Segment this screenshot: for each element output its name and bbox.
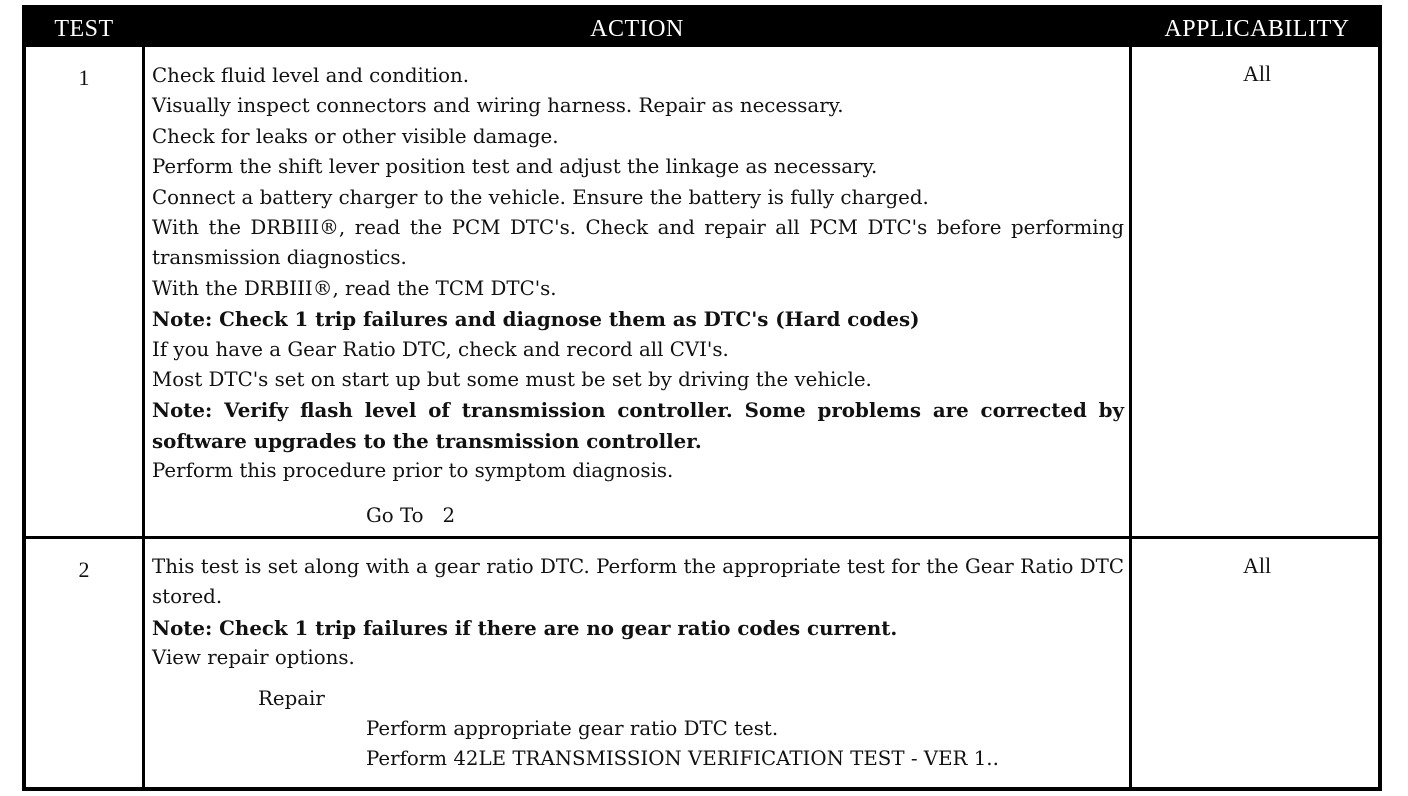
action-cell: [152, 61, 1124, 531]
header-action: ACTION: [590, 16, 684, 42]
repair-item: Perform appropriate gear ratio DTC test.: [366, 717, 779, 741]
action-line: Connect a battery charger to the vehicle. Ensure the battery is fully charged.: [152, 185, 929, 209]
column-divider: [142, 47, 145, 787]
goto-target: 2: [442, 503, 456, 527]
note-line: Note: Check 1 trip failures if there are no gear ratio codes current.: [152, 615, 898, 640]
action-line: If you have a Gear Ratio DTC, check and record all CVI's.: [152, 337, 729, 361]
table-header: [26, 9, 1378, 47]
diagnostic-test-table: [22, 5, 1382, 791]
action-line: With the DRBIII®, read the TCM DTC's.: [152, 276, 557, 300]
test-number: 1: [78, 65, 90, 90]
note-line: Note: Verify flash level of transmission controller. Some problems are corrected by software upgrades to the transmission controller.: [152, 398, 1124, 453]
action-line: Perform this procedure prior to symptom diagnosis.: [152, 459, 674, 483]
action-line: Check for leaks or other visible damage.: [152, 124, 559, 148]
action-line: Visually inspect connectors and wiring harness. Repair as necessary.: [152, 94, 844, 118]
action-cell: [152, 552, 1124, 775]
action-line: Check fluid level and condition.: [152, 64, 470, 87]
repair-label: Repair: [258, 686, 325, 710]
applicability-value: All: [1242, 553, 1272, 578]
goto-instruction: [152, 501, 1124, 531]
header-test: TEST: [54, 16, 114, 42]
action-line: Most DTC's set on start up but some must be set by driving the vehicle.: [152, 368, 872, 392]
applicability-value: All: [1242, 61, 1272, 86]
action-line: With the DRBIII®, read the PCM DTC's. Check and repair all PCM DTC's before performing transmission diagnostics.: [152, 216, 1124, 270]
action-line: View repair options.: [152, 646, 355, 670]
repair-item: Perform 42LE TRANSMISSION VERIFICATION TEST - VER 1..: [366, 747, 999, 771]
column-divider: [1129, 47, 1132, 787]
test-number: 2: [78, 557, 90, 582]
goto-label: Go To: [366, 503, 424, 527]
note-line: Note: Check 1 trip failures and diagnose them as DTC's (Hard codes): [152, 307, 920, 332]
action-line: This test is set along with a gear ratio DTC. Perform the appropriate test for the Gear Ratio DTC stored.: [152, 555, 1124, 609]
action-line: Perform the shift lever position test and adjust the linkage as necessary.: [152, 155, 878, 179]
row-divider: [26, 536, 1378, 539]
header-applicability: APPLICABILITY: [1164, 16, 1350, 42]
